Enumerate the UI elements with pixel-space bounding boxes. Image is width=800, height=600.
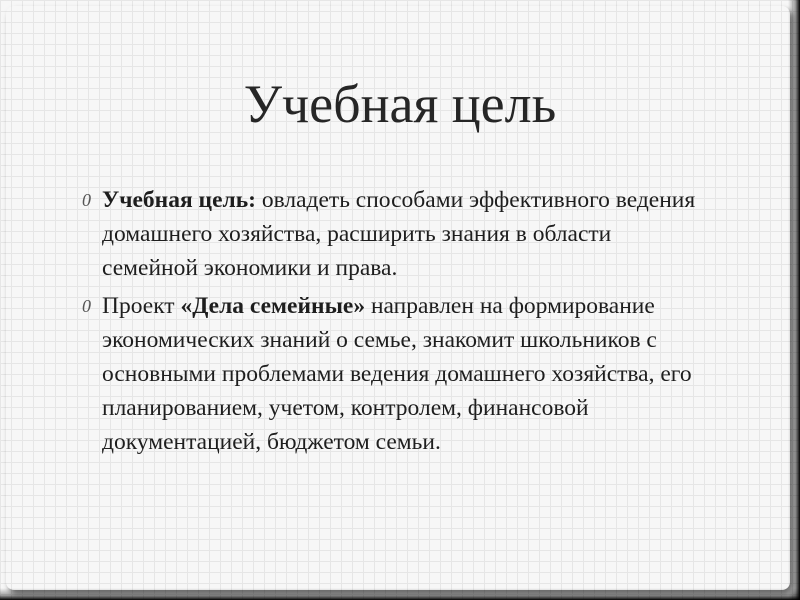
bullet-text: овладеть способами эффективного ведения домашнего хозяйства, расширить знания в области семейной экономики и права. — [102, 187, 696, 281]
bullet-bold-lead: Учебная цель: — [102, 187, 256, 213]
bullet-bold-lead: «Дела семейные» — [180, 293, 366, 319]
bullet-marker-icon: 0 — [82, 190, 91, 210]
bullet-marker-icon: 0 — [82, 296, 91, 316]
bullet-prefix: Проект — [102, 293, 181, 319]
slide-shadow-bottom — [0, 588, 800, 600]
slide-title: Учебная цель — [243, 74, 557, 134]
slide-shadow-right — [788, 0, 800, 600]
bullet-item-project — [80, 289, 700, 459]
bullet-item-learning-goal — [80, 183, 700, 285]
bullet-list — [80, 183, 700, 463]
bullet-text: направлен на формирование экономических знаний о семье, знакомит школьников с основными проблемами ведения домашнего хозяйства, его планированием, учетом, контролем, финансовой документацией, бюджетом семьи. — [102, 293, 692, 455]
